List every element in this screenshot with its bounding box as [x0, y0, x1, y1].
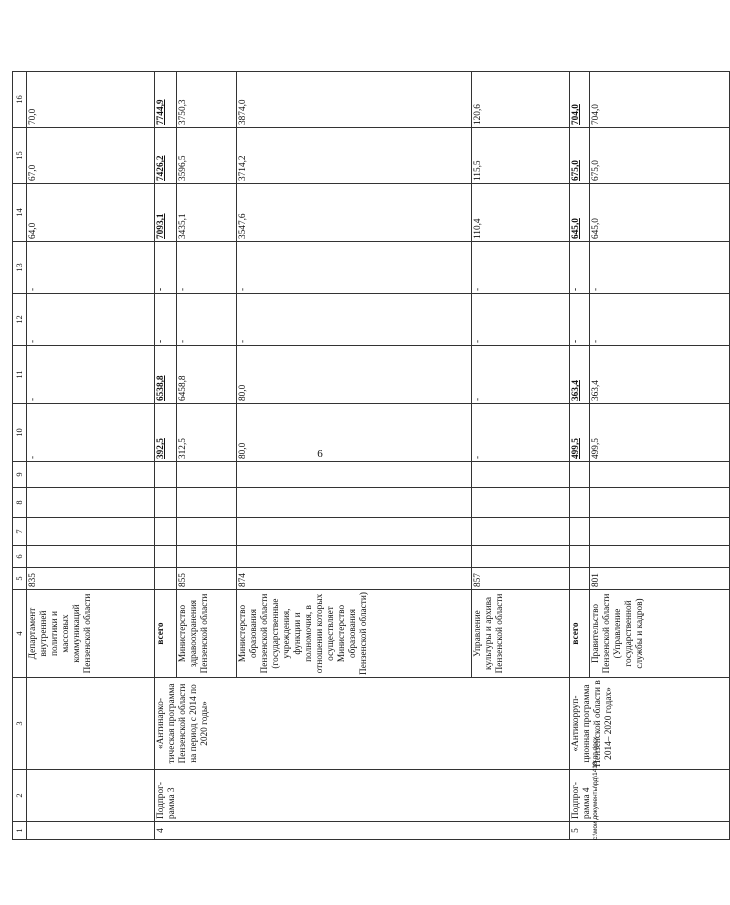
value-cell: 3874,0	[237, 72, 472, 128]
value-cell: -	[27, 404, 155, 462]
value-cell: -	[237, 294, 472, 346]
row-number: 5	[570, 822, 730, 840]
column-number: 15	[13, 128, 27, 184]
empty-cell	[237, 518, 472, 546]
responsible-org: всего	[570, 590, 590, 678]
value-cell: 7744,9	[155, 72, 177, 128]
footer-path: c:\мои документы\рд\1418-пп.docx	[592, 736, 599, 840]
empty-cell	[472, 462, 570, 488]
empty-cell	[472, 488, 570, 518]
value-cell: 70,0	[27, 72, 155, 128]
value-cell: 312,5	[177, 404, 237, 462]
table-row	[27, 72, 155, 840]
empty-cell	[237, 462, 472, 488]
empty-cell	[155, 462, 177, 488]
page-number: 6	[317, 448, 323, 460]
value-cell: 392,5	[155, 404, 177, 462]
value-cell: 3435,1	[177, 184, 237, 242]
column-number: 7	[13, 518, 27, 546]
value-cell: -	[590, 242, 730, 294]
value-cell: 675,0	[590, 128, 730, 184]
empty-cell	[590, 546, 730, 568]
value-cell: 6538,8	[155, 346, 177, 404]
empty-cell	[472, 518, 570, 546]
value-cell: -	[472, 242, 570, 294]
empty-cell	[590, 462, 730, 488]
value-cell: 7426,2	[155, 128, 177, 184]
program-title	[27, 678, 155, 770]
budget-code: 874	[237, 568, 472, 590]
value-cell: 645,0	[590, 184, 730, 242]
value-cell: 3714,2	[237, 128, 472, 184]
responsible-org: Департамент внутренней политики и массовых коммуникаций Пензенской области	[27, 590, 155, 678]
table-row	[155, 72, 177, 840]
budget-code: 855	[177, 568, 237, 590]
column-number: 14	[13, 184, 27, 242]
column-number: 12	[13, 294, 27, 346]
empty-cell	[177, 462, 237, 488]
column-number: 11	[13, 346, 27, 404]
column-number: 10	[13, 404, 27, 462]
empty-cell	[27, 518, 155, 546]
value-cell: 64,0	[27, 184, 155, 242]
budget-table	[12, 71, 730, 840]
column-number: 4	[13, 590, 27, 678]
value-cell: -	[177, 294, 237, 346]
empty-cell	[237, 488, 472, 518]
column-number: 13	[13, 242, 27, 294]
value-cell: 80,0	[237, 404, 472, 462]
empty-cell	[155, 488, 177, 518]
subprogram-name	[27, 770, 155, 822]
empty-cell	[590, 518, 730, 546]
value-cell: 3547,6	[237, 184, 472, 242]
column-number: 3	[13, 678, 27, 770]
row-number	[27, 822, 155, 840]
value-cell: 704,0	[590, 72, 730, 128]
empty-cell	[570, 518, 590, 546]
empty-cell	[570, 462, 590, 488]
empty-cell	[177, 546, 237, 568]
value-cell: 3750,3	[177, 72, 237, 128]
value-cell: -	[590, 294, 730, 346]
responsible-org: Управление культуры и архива Пензенской области	[472, 590, 570, 678]
column-number: 2	[13, 770, 27, 822]
column-number: 6	[13, 546, 27, 568]
rotated-page	[12, 60, 645, 840]
column-number-row	[13, 72, 27, 840]
budget-code	[570, 568, 590, 590]
responsible-org: Министерство здравоохранения Пензенской области	[177, 590, 237, 678]
empty-cell	[570, 488, 590, 518]
empty-cell	[155, 518, 177, 546]
value-cell: -	[177, 242, 237, 294]
value-cell: 675,0	[570, 128, 590, 184]
budget-code: 801	[590, 568, 730, 590]
value-cell: 645,0	[570, 184, 590, 242]
value-cell: -	[570, 242, 590, 294]
responsible-org: всего	[155, 590, 177, 678]
budget-code: 835	[27, 568, 155, 590]
value-cell: 80,0	[237, 346, 472, 404]
empty-cell	[27, 488, 155, 518]
table-row	[570, 72, 590, 840]
responsible-org: Правительство Пензенской области (Управление государственной службы и кадров)	[590, 590, 730, 678]
budget-code	[155, 568, 177, 590]
column-number: 1	[13, 822, 27, 840]
empty-cell	[570, 546, 590, 568]
value-cell: -	[27, 346, 155, 404]
empty-cell	[590, 488, 730, 518]
value-cell: -	[155, 242, 177, 294]
subprogram-name: Подпрог- рамма 3	[155, 770, 570, 822]
value-cell: 7093,1	[155, 184, 177, 242]
value-cell: 3596,5	[177, 128, 237, 184]
value-cell: 120,6	[472, 72, 570, 128]
program-title: «Антикорруп- ционная программа Пензенской области в 2014– 2020 годах»	[570, 678, 730, 770]
value-cell: 110,4	[472, 184, 570, 242]
value-cell: -	[237, 242, 472, 294]
empty-cell	[27, 462, 155, 488]
empty-cell	[237, 546, 472, 568]
row-number: 4	[155, 822, 570, 840]
value-cell: 115,5	[472, 128, 570, 184]
value-cell: 6458,8	[177, 346, 237, 404]
value-cell: -	[155, 294, 177, 346]
value-cell: 704,0	[570, 72, 590, 128]
value-cell: 67,0	[27, 128, 155, 184]
empty-cell	[177, 518, 237, 546]
column-number: 5	[13, 568, 27, 590]
value-cell: 499,5	[570, 404, 590, 462]
value-cell: -	[472, 346, 570, 404]
value-cell: -	[570, 294, 590, 346]
column-number: 9	[13, 462, 27, 488]
empty-cell	[27, 546, 155, 568]
value-cell: -	[472, 404, 570, 462]
column-number: 16	[13, 72, 27, 128]
empty-cell	[177, 488, 237, 518]
empty-cell	[155, 546, 177, 568]
value-cell: -	[27, 294, 155, 346]
subprogram-name: Подпрог- рамма 4	[570, 770, 730, 822]
value-cell: 363,4	[570, 346, 590, 404]
empty-cell	[472, 546, 570, 568]
value-cell: -	[27, 242, 155, 294]
column-number: 8	[13, 488, 27, 518]
program-title: «Антинарко- тическая программа Пензенской области на период с 2014 по 2020 годы»	[155, 678, 570, 770]
value-cell: 363,4	[590, 346, 730, 404]
budget-code: 857	[472, 568, 570, 590]
value-cell: -	[472, 294, 570, 346]
value-cell: 499,5	[590, 404, 730, 462]
responsible-org: Министерство образования Пензенской области (государственные учреждения, функции и полномочия, в отношении которых осуществляет Министерство образования Пензенской области)	[237, 590, 472, 678]
